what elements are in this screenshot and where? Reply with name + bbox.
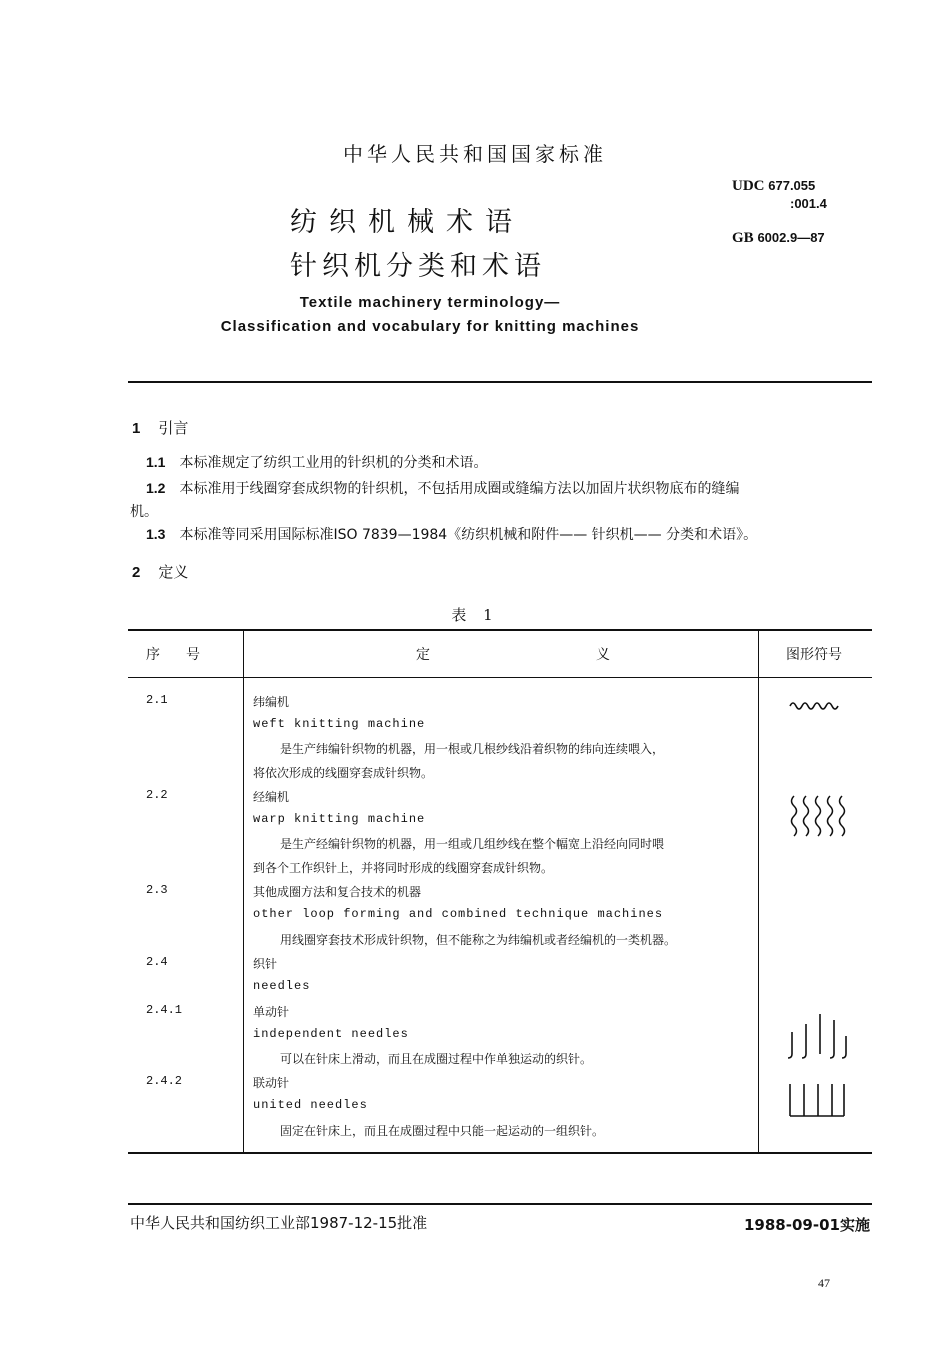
table-column-divider-2: [758, 630, 759, 1152]
table-header-def-1: 定: [416, 647, 430, 663]
table-caption: 表 1: [451, 606, 499, 624]
paragraph-1-2-text: 本标准用于线圈穿套成织物的针织机，不包括用成圈或缝编方法以加固片状织物底布的缝编: [179, 481, 740, 497]
term-definition: 固定在针床上，而且在成圈过程中只能一起运动的一组织针。: [280, 1124, 605, 1138]
section-2-heading: [132, 561, 188, 582]
page-number: 47: [818, 1276, 830, 1290]
section-1-title: 引言: [158, 419, 189, 437]
term-definition: 是生产纬编针织物的机器，用一根或几根纱线沿着织物的纬向连续喂入，: [280, 742, 665, 756]
gb-number: 6002.9—87: [757, 230, 825, 245]
term-en: weft knitting machine: [253, 717, 426, 731]
united-needles-icon: [786, 1080, 848, 1122]
implementation-date: 1988-09-01实施: [744, 1216, 870, 1234]
term-definition: 可以在针床上滑动，而且在成圈过程中作单独运动的织针。: [280, 1052, 593, 1066]
term-cn: 织针: [253, 957, 278, 971]
national-standard-label: 中华人民共和国国家标准: [343, 142, 607, 166]
title-en-line2: Classification and vocabulary for knitting machines: [220, 318, 640, 335]
table-column-divider-1: [243, 630, 244, 1152]
udc-code: [732, 178, 815, 195]
title-en-line1: Textile machinery terminology—: [299, 294, 561, 311]
paragraph-1-3-text: 本标准等同采用国际标准ISO 7839—1984《纺织机械和附件—— 针织机—— 分类和术语》。: [179, 527, 758, 543]
table-top-rule: [128, 629, 872, 631]
term-cn: 经编机: [253, 790, 290, 804]
term-cn: 单动针: [253, 1005, 290, 1019]
table-bottom-rule: [128, 1152, 872, 1154]
term-en: united needles: [253, 1098, 368, 1112]
gb-code: [732, 230, 825, 247]
table-row-number: 2.3: [146, 883, 168, 897]
term-definition: 用线圈穿套技术形成针织物，但不能称之为纬编机或者经编机的一类机器。: [280, 933, 677, 947]
paragraph-1-1-number: 1.1: [146, 454, 166, 470]
table-row-number: 2.1: [146, 693, 168, 707]
table-header-rule: [128, 677, 872, 678]
term-definition: 是生产经编针织物的机器，用一组或几组纱线在整个幅宽上沿经向同时喂: [280, 837, 665, 851]
paragraph-1-3-number: 1.3: [146, 526, 166, 542]
paragraph-1-1: [146, 449, 487, 476]
term-definition-continued: 到各个工作织针上，并将同时形成的线圈穿套成针织物。: [253, 861, 554, 875]
weft-wave-icon: [788, 698, 846, 714]
paragraph-1-2-continued: 机。: [130, 504, 158, 520]
table-row-number: 2.4.1: [146, 1003, 183, 1017]
section-2-number: 2: [132, 564, 141, 581]
term-definition-continued: 将依次形成的线圈穿套成针织物。: [253, 766, 434, 780]
section-1-number: 1: [132, 420, 141, 437]
table-header-seq: 序 号: [146, 647, 206, 663]
udc-label: UDC: [732, 178, 765, 194]
section-1-heading: [132, 417, 188, 438]
independent-needles-icon: [784, 1010, 850, 1062]
paragraph-1-2: [146, 475, 876, 502]
paragraph-1-2-number: 1.2: [146, 480, 166, 496]
title-cn-line1: 纺织机械术语: [290, 207, 524, 238]
term-cn: 联动针: [253, 1076, 290, 1090]
udc-number: 677.055: [768, 178, 816, 193]
udc-number-suffix: :001.4: [790, 196, 827, 211]
header-divider: [128, 381, 872, 383]
paragraph-1-3: [146, 521, 757, 548]
footer-divider: [128, 1203, 872, 1205]
term-en: warp knitting machine: [253, 812, 426, 826]
term-en: needles: [253, 979, 311, 993]
approval-statement: 中华人民共和国纺织工业部1987-12-15批准: [130, 1214, 428, 1232]
term-cn: 其他成圈方法和复合技术的机器: [253, 885, 422, 899]
table-row-number: 2.4: [146, 955, 168, 969]
term-en: independent needles: [253, 1027, 409, 1041]
term-en: other loop forming and combined technique machines: [253, 907, 664, 921]
term-cn: 纬编机: [253, 695, 290, 709]
table-header-def-2: 义: [596, 647, 610, 663]
table-row-number: 2.2: [146, 788, 168, 802]
table-header-symbol: 图形符号: [786, 647, 842, 663]
table-row-number: 2.4.2: [146, 1074, 183, 1088]
warp-wave-icon: [788, 794, 852, 838]
paragraph-1-1-text: 本标准规定了纺织工业用的针织机的分类和术语。: [179, 455, 488, 471]
gb-label: GB: [732, 230, 754, 246]
title-cn-line2: 针织机分类和术语: [290, 251, 546, 282]
section-2-title: 定义: [158, 563, 189, 581]
